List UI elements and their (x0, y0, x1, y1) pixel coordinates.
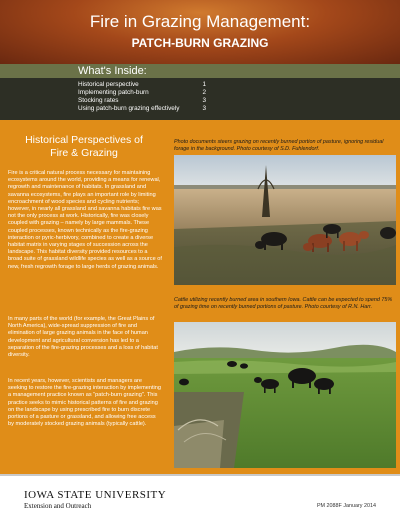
extension-unit-name: Extension and Outreach (24, 502, 92, 510)
university-wordmark: IOWA STATE UNIVERSITY (24, 489, 167, 501)
photo-steers-grazing (174, 155, 396, 285)
toc-item-page: 1 (202, 81, 206, 88)
toc-item-label: Stocking rates (78, 97, 119, 104)
toc-item (78, 81, 206, 89)
whats-inside-box (0, 64, 400, 120)
body-paragraph-1: Fire is a critical natural process necessary for maintaining ecosystems around the world, providing a means for renewal, regrowth and maintenance of habitats. In grassland and savanna ecosystems, fire plays an important role by limiting encroachment of wood species and cycling nutrients; however, in nearly all grassland and savanna habitats fire was not the only process at work. Historically, fire was closely coupled with grazing – namely by large mammals. These coupled processes, known technically as the fire-grazing interaction or pyric-herbivory, combined to create a diverse habitat matrix in varying stages of succession across the landscape. This habitat diversity provided resources to a broad suite of grassland wildlife species as well as a source of new, fresh regrowth forage to large herds of grazing animals. (8, 170, 162, 270)
photo-steers-grazing-image (174, 155, 396, 285)
table-of-contents (78, 81, 206, 113)
toc-item (78, 105, 206, 113)
toc-item-label: Using patch-burn grazing effectively (78, 105, 180, 112)
toc-item (78, 97, 206, 105)
section-heading-line-1: Historical Perspectives of (25, 134, 143, 146)
photo-cattle-burned-area (174, 322, 396, 468)
section-heading-line-2: Fire & Grazing (50, 147, 118, 159)
toc-item-label: Historical perspective (78, 81, 139, 88)
document-subtitle: PATCH-BURN GRAZING (131, 36, 269, 50)
article-column (0, 120, 168, 474)
toc-item-page: 3 (202, 105, 206, 112)
footer-divider (0, 474, 400, 476)
title-banner (0, 0, 400, 64)
photo-1-caption: Photo documents steers grazing on recently burned portion of pasture, ignoring residual forage in the background. Photo courtesy of S.D. Fuhlendorf. (174, 139, 384, 152)
page-footer (0, 474, 400, 514)
photo-2-caption: Cattle utilizing recently burned area in southern Iowa. Cattle can be expected to spend 75% of grazing time on recently burned portions of pasture. Photo courtesy of R.N. Harr. (174, 297, 393, 310)
body-paragraph-3: In recent years, however, scientists and managers are seeking to restore the fire-grazing interaction by implementing a management practice known as "patch-burn grazing". This practice seeks to mimic historical patterns of fire and grazing on the landscape by using prescribed fire to burn discrete portions of a pasture or grassland, and allowing free access by moderately stocked grazing animals (typically cattle). (8, 378, 161, 428)
photo-cattle-burned-area-image (174, 322, 396, 468)
toc-item-page: 2 (202, 89, 206, 96)
toc-item-label: Implementing patch-burn (78, 89, 149, 96)
body-paragraph-2: In many parts of the world (for example, the Great Plains of North America), wide-spread suppression of fire and elimination of large grazing animals in the face of human development and agricultural conversion has led to a separation of the fire-grazing processes and a loss of habitat diversity. (8, 316, 158, 359)
whats-inside-heading: What's Inside: (78, 65, 147, 77)
photo-column (168, 120, 400, 474)
publication-number: PM 2088F January 2014 (316, 503, 376, 509)
whats-inside-header-bar (0, 64, 400, 78)
toc-item (78, 89, 206, 97)
section-heading (0, 134, 168, 160)
toc-item-page: 3 (202, 97, 206, 104)
document-title: Fire in Grazing Management: (89, 12, 311, 31)
